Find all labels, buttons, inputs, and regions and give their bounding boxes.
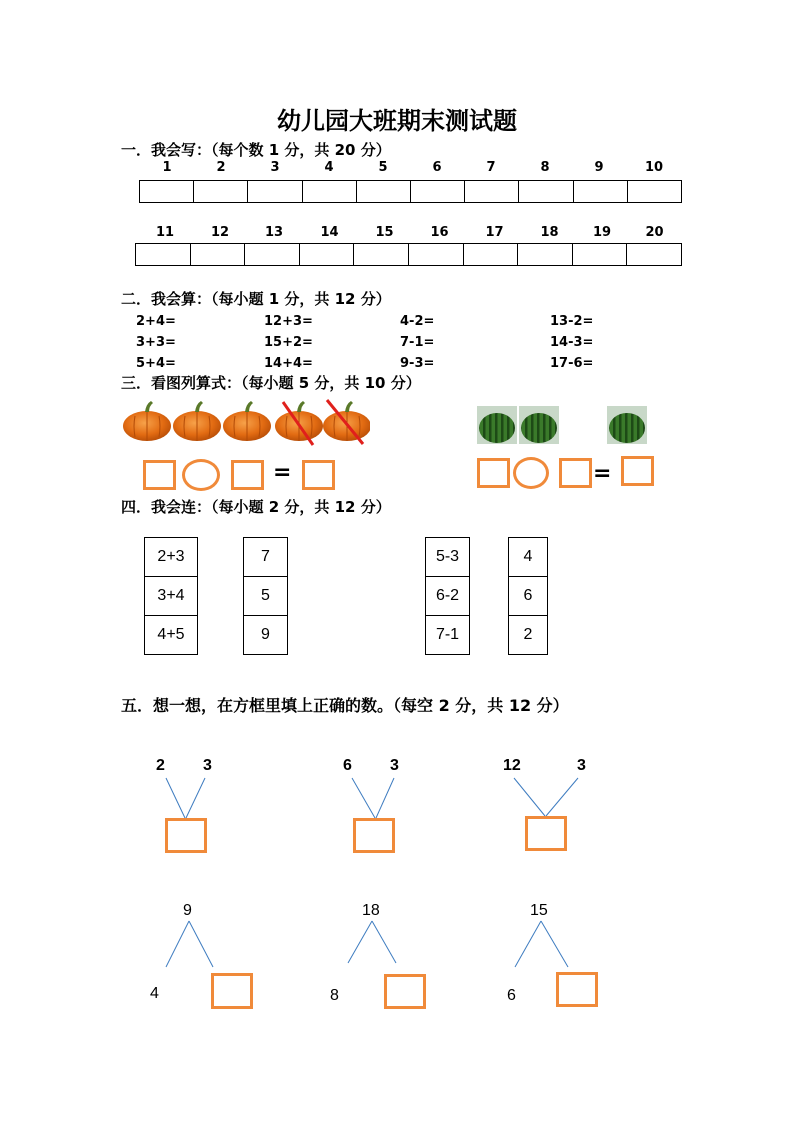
bond-part: 2 xyxy=(156,757,165,774)
equals-sign: = xyxy=(593,461,612,486)
arith-problem: 17-6= xyxy=(550,356,594,371)
section-4-heading: 四．我会连：（每小题 2 分，共 12 分） xyxy=(121,498,391,516)
bond-part: 6 xyxy=(507,987,516,1004)
number-label: 1 xyxy=(162,160,172,175)
arith-problem: 3+3= xyxy=(136,335,176,350)
match-item[interactable]: 9 xyxy=(261,626,270,643)
bond-part: 6 xyxy=(343,757,352,774)
bond-part: 4 xyxy=(150,985,159,1002)
arith-problem: 14-3= xyxy=(550,335,594,350)
bond-part: 3 xyxy=(577,757,586,774)
match-item[interactable]: 5-3 xyxy=(426,538,469,577)
number-label: 10 xyxy=(644,160,664,175)
page-title: 幼儿园大班期末测试题 xyxy=(277,106,517,135)
arith-problem: 13-2= xyxy=(550,314,594,329)
bond-part: 3 xyxy=(390,757,399,774)
arith-problem: 15+2= xyxy=(264,335,313,350)
bond-answer-box[interactable] xyxy=(384,974,426,1009)
bond-answer-box[interactable] xyxy=(165,818,207,853)
bond-answer-box[interactable] xyxy=(525,816,567,851)
number-label: 8 xyxy=(540,160,550,175)
bond-part: 3 xyxy=(203,757,212,774)
section-2-heading: 二．我会算：（每小题 1 分，共 12 分） xyxy=(121,290,391,308)
arith-problem: 4-2= xyxy=(400,314,435,329)
number-label: 12 xyxy=(210,225,230,240)
number-label: 18 xyxy=(540,225,559,240)
number-label: 2 xyxy=(216,160,226,175)
number-label: 14 xyxy=(320,225,339,240)
arith-problem: 14+4= xyxy=(264,356,313,371)
number-label: 4 xyxy=(324,160,334,175)
arith-problem: 9-3= xyxy=(400,356,435,371)
match-item[interactable]: 2+3 xyxy=(145,538,197,577)
number-label: 3 xyxy=(270,160,280,175)
arith-problem: 2+4= xyxy=(136,314,176,329)
number-label: 9 xyxy=(594,160,604,175)
arith-problem: 5+4= xyxy=(136,356,176,371)
number-label: 15 xyxy=(375,225,394,240)
section-3-heading: 三．看图列算式：（每小题 5 分，共 10 分） xyxy=(121,374,421,392)
number-label: 6 xyxy=(432,160,442,175)
number-label: 17 xyxy=(485,225,504,240)
bond-whole: 9 xyxy=(183,902,192,919)
match-item[interactable]: 6 xyxy=(509,577,547,616)
bond-whole: 15 xyxy=(530,902,548,919)
bond-answer-box[interactable] xyxy=(353,818,395,853)
number-label: 7 xyxy=(486,160,496,175)
bond-whole: 18 xyxy=(362,902,380,919)
match-item[interactable]: 4+5 xyxy=(157,626,185,643)
section-5-heading: 五．想一想，在方框里填上正确的数。（每空 2 分，共 12 分） xyxy=(121,696,569,715)
match-item[interactable]: 4 xyxy=(509,538,547,577)
number-label: 13 xyxy=(264,225,284,240)
equals-sign: = xyxy=(273,460,292,485)
arith-problem: 7-1= xyxy=(400,335,435,350)
match-item[interactable]: 7-1 xyxy=(435,626,460,643)
match-item[interactable]: 6-2 xyxy=(426,577,469,616)
number-label: 11 xyxy=(155,225,175,240)
number-label: 16 xyxy=(430,225,449,240)
number-label: 19 xyxy=(592,225,612,240)
arith-problem: 12+3= xyxy=(264,314,313,329)
section-1-heading: 一．我会写：（每个数 1 分，共 20 分） xyxy=(121,141,391,159)
match-item[interactable]: 5 xyxy=(244,577,287,616)
bond-answer-box[interactable] xyxy=(556,972,598,1007)
bond-answer-box[interactable] xyxy=(211,973,253,1009)
bond-part: 8 xyxy=(330,987,339,1004)
match-item[interactable]: 3+4 xyxy=(145,577,197,616)
bond-part: 12 xyxy=(503,757,521,774)
match-item[interactable]: 2 xyxy=(523,626,533,643)
match-item[interactable]: 7 xyxy=(244,538,287,577)
number-label: 5 xyxy=(378,160,388,175)
number-label: 20 xyxy=(645,225,664,240)
